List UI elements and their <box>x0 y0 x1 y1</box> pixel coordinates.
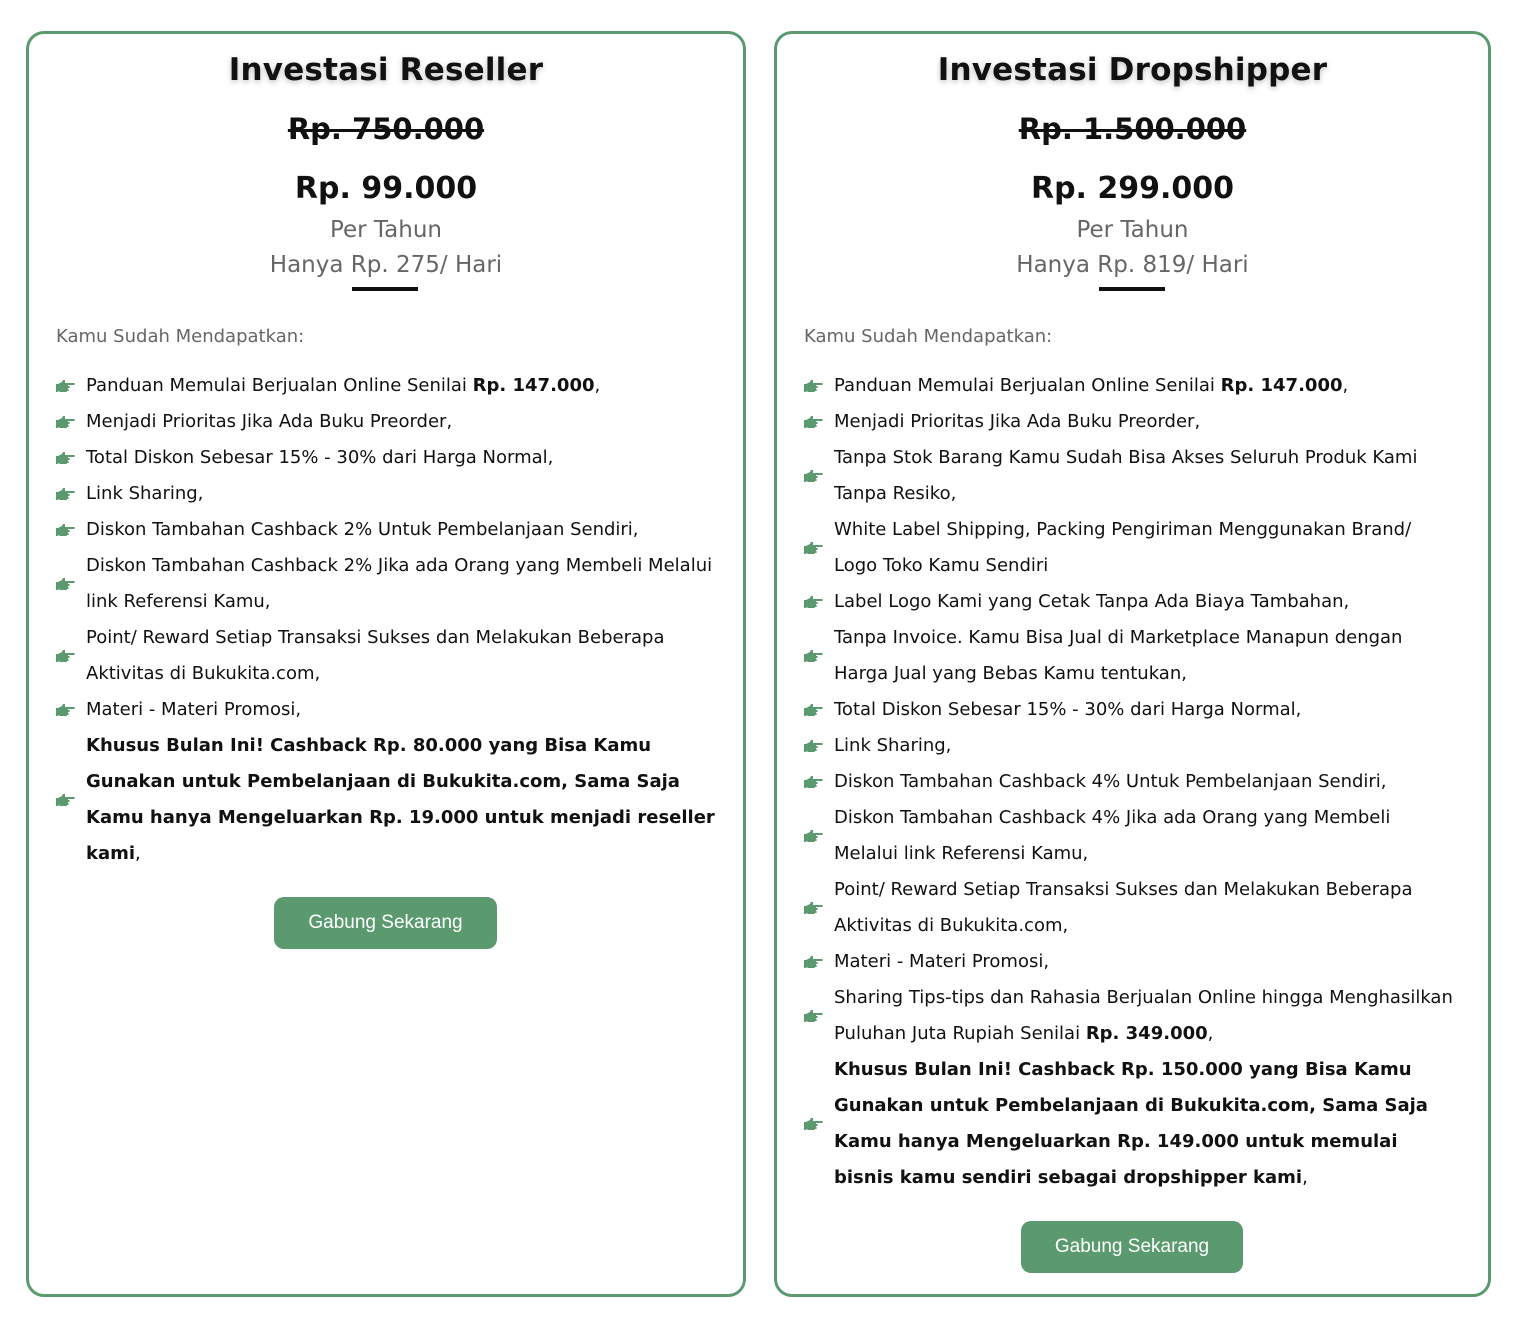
hand-pointing-right-icon <box>804 739 834 753</box>
features-intro: Kamu Sudah Mendapatkan: <box>804 326 1053 347</box>
feature-text <box>86 368 716 404</box>
feature-item <box>804 404 1454 440</box>
feature-item <box>56 440 716 476</box>
feature-text <box>834 1052 1454 1196</box>
feature-item <box>56 728 716 872</box>
feature-text <box>834 368 1454 404</box>
hand-pointing-right-icon <box>804 955 834 969</box>
daily-price: Hanya Rp. 819/ Hari <box>1016 252 1249 278</box>
feature-list <box>56 368 716 872</box>
feature-item <box>56 512 716 548</box>
feature-text <box>834 872 1454 944</box>
feature-text <box>834 764 1454 800</box>
feature-text-plain: Link Sharing, <box>834 735 952 756</box>
hand-pointing-right-icon <box>56 703 86 717</box>
feature-item <box>804 980 1454 1052</box>
feature-text <box>834 800 1454 872</box>
old-price: Rp. 1.500.000 <box>1018 112 1247 146</box>
feature-text-plain: Panduan Memulai Berjualan Online Senilai <box>86 375 473 396</box>
daily-price: Hanya Rp. 275/ Hari <box>269 252 503 278</box>
feature-item <box>56 548 716 620</box>
price-period: Per Tahun <box>329 217 443 243</box>
feature-text-bold: Rp. 147.000 <box>1220 375 1343 396</box>
feature-item <box>56 476 716 512</box>
feature-text <box>834 692 1454 728</box>
feature-text-plain: Diskon Tambahan Cashback 4% Untuk Pembelanjaan Sendiri, <box>834 771 1387 792</box>
feature-text-plain: Diskon Tambahan Cashback 2% Untuk Pembelanjaan Sendiri, <box>86 519 639 540</box>
old-price: Rp. 750.000 <box>287 112 485 146</box>
feature-item <box>804 620 1454 692</box>
feature-text-plain: Label Logo Kami yang Cetak Tanpa Ada Biaya Tambahan, <box>834 591 1350 612</box>
feature-item <box>56 404 716 440</box>
feature-item <box>804 944 1454 980</box>
feature-text <box>834 584 1454 620</box>
hand-pointing-right-icon <box>56 793 86 807</box>
join-now-button[interactable]: Gabung Sekarang <box>274 897 497 949</box>
feature-text-plain: Total Diskon Sebesar 15% - 30% dari Harga Normal, <box>834 699 1302 720</box>
feature-item <box>804 440 1454 512</box>
feature-item <box>804 512 1454 584</box>
hand-pointing-right-icon <box>804 1117 834 1131</box>
feature-text <box>86 512 716 548</box>
feature-text <box>834 728 1454 764</box>
hand-pointing-right-icon <box>804 595 834 609</box>
feature-item <box>804 1052 1454 1196</box>
divider <box>352 287 418 291</box>
feature-text <box>834 404 1454 440</box>
hand-pointing-right-icon <box>56 523 86 537</box>
card-title: Investasi Reseller <box>228 52 544 88</box>
feature-item <box>804 764 1454 800</box>
hand-pointing-right-icon <box>804 541 834 555</box>
price-period: Per Tahun <box>1076 217 1189 243</box>
feature-text-plain: White Label Shipping, Packing Pengiriman Menggunakan Brand/ Logo Toko Kamu Sendiri <box>834 519 1412 576</box>
feature-text-suffix: , <box>135 843 141 864</box>
hand-pointing-right-icon <box>804 469 834 483</box>
feature-text-plain: Tanpa Invoice. Kamu Bisa Jual di Marketplace Manapun dengan Harga Jual yang Bebas Kamu tentukan, <box>834 627 1403 684</box>
hand-pointing-right-icon <box>56 379 86 393</box>
hand-pointing-right-icon <box>56 487 86 501</box>
feature-text-plain: Diskon Tambahan Cashback 2% Jika ada Orang yang Membeli Melalui link Referensi Kamu, <box>86 555 713 612</box>
feature-text <box>834 620 1454 692</box>
feature-text-plain: Diskon Tambahan Cashback 4% Jika ada Orang yang Membeli Melalui link Referensi Kamu, <box>834 807 1391 864</box>
feature-text <box>86 440 716 476</box>
hand-pointing-right-icon <box>804 901 834 915</box>
hand-pointing-right-icon <box>804 775 834 789</box>
hand-pointing-right-icon <box>804 703 834 717</box>
feature-text-plain: Menjadi Prioritas Jika Ada Buku Preorder, <box>834 411 1201 432</box>
features-intro: Kamu Sudah Mendapatkan: <box>56 326 305 347</box>
feature-text-bold: Khusus Bulan Ini! Cashback Rp. 80.000 yang Bisa Kamu Gunakan untuk Pembelanjaan di Bukukita.com, Sama Saja Kamu hanya Mengeluarkan Rp. 19.000 untuk menjadi reseller kami <box>86 735 715 864</box>
feature-text-suffix: , <box>1207 1023 1214 1044</box>
feature-text-bold: Khusus Bulan Ini! Cashback Rp. 150.000 yang Bisa Kamu Gunakan untuk Pembelanjaan di Bukukita.com, Sama Saja Kamu hanya Mengeluarkan Rp. 149.000 untuk memulai bisnis kamu sendiri sebagai dropshipper kami <box>834 1059 1428 1188</box>
hand-pointing-right-icon <box>804 829 834 843</box>
feature-text-plain: Sharing Tips-tips dan Rahasia Berjualan Online hingga Menghasilkan Puluhan Juta Rupiah Senilai <box>834 987 1453 1044</box>
feature-text <box>86 728 716 872</box>
feature-text <box>834 440 1454 512</box>
pricing-card-dropshipper <box>774 31 1491 1297</box>
feature-text-plain: Point/ Reward Setiap Transaksi Sukses dan Melakukan Beberapa Aktivitas di Bukukita.com, <box>834 879 1413 936</box>
feature-text <box>86 548 716 620</box>
feature-text-plain: Point/ Reward Setiap Transaksi Sukses dan Melakukan Beberapa Aktivitas di Bukukita.com, <box>86 627 665 684</box>
feature-item <box>804 584 1454 620</box>
hand-pointing-right-icon <box>56 451 86 465</box>
feature-text <box>86 476 716 512</box>
feature-text <box>834 944 1454 980</box>
feature-item <box>804 800 1454 872</box>
join-now-button[interactable]: Gabung Sekarang <box>1021 1221 1243 1273</box>
feature-list <box>804 368 1454 1196</box>
divider <box>1099 287 1165 291</box>
feature-item <box>56 692 716 728</box>
hand-pointing-right-icon <box>56 577 86 591</box>
pricing-card-reseller <box>26 31 746 1297</box>
feature-text-plain: Panduan Memulai Berjualan Online Senilai <box>834 375 1221 396</box>
feature-item <box>804 692 1454 728</box>
feature-text <box>834 512 1454 584</box>
feature-text-plain: Materi - Materi Promosi, <box>86 699 302 720</box>
feature-text-plain: Menjadi Prioritas Jika Ada Buku Preorder, <box>86 411 453 432</box>
feature-text-bold: Rp. 147.000 <box>472 375 595 396</box>
hand-pointing-right-icon <box>804 379 834 393</box>
hand-pointing-right-icon <box>804 1009 834 1023</box>
hand-pointing-right-icon <box>804 415 834 429</box>
feature-text <box>834 980 1454 1052</box>
feature-text <box>86 620 716 692</box>
feature-text <box>86 692 716 728</box>
hand-pointing-right-icon <box>56 415 86 429</box>
price: Rp. 299.000 <box>1030 171 1235 206</box>
feature-text-plain: Total Diskon Sebesar 15% - 30% dari Harga Normal, <box>86 447 554 468</box>
feature-item <box>804 728 1454 764</box>
feature-text-suffix: , <box>594 375 601 396</box>
feature-text-suffix: , <box>1302 1167 1308 1188</box>
card-title: Investasi Dropshipper <box>937 52 1328 88</box>
feature-text-suffix: , <box>1342 375 1349 396</box>
feature-item <box>804 872 1454 944</box>
feature-text <box>86 404 716 440</box>
feature-text-plain: Tanpa Stok Barang Kamu Sudah Bisa Akses Seluruh Produk Kami Tanpa Resiko, <box>834 447 1418 504</box>
price: Rp. 99.000 <box>294 171 478 206</box>
feature-item <box>804 368 1454 404</box>
feature-text-bold: Rp. 349.000 <box>1085 1023 1208 1044</box>
hand-pointing-right-icon <box>804 649 834 663</box>
feature-text-plain: Link Sharing, <box>86 483 204 504</box>
feature-item <box>56 620 716 692</box>
feature-text-plain: Materi - Materi Promosi, <box>834 951 1050 972</box>
hand-pointing-right-icon <box>56 649 86 663</box>
feature-item <box>56 368 716 404</box>
